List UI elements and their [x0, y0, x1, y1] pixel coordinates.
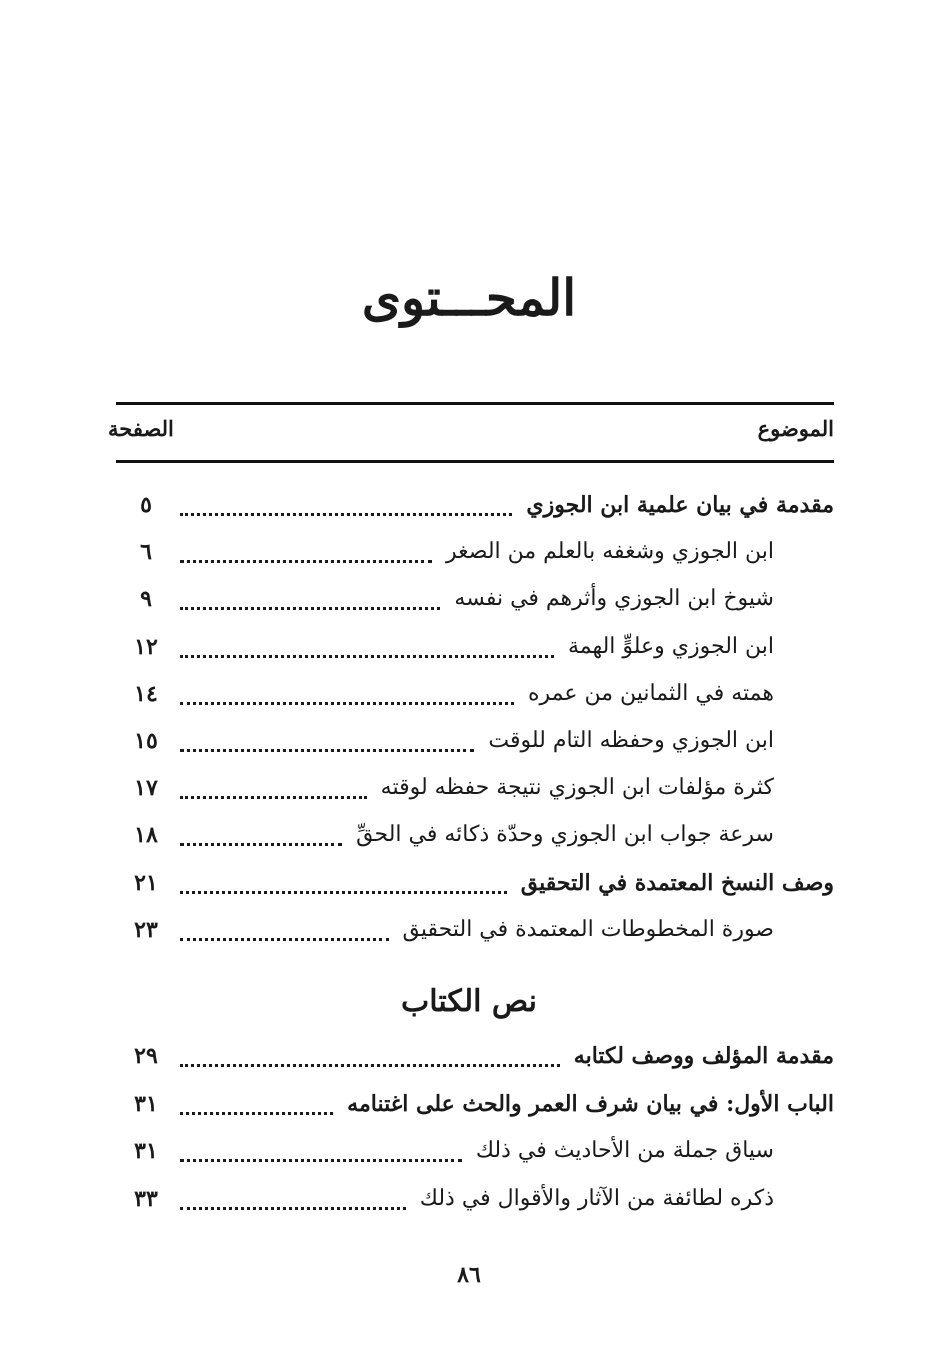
- toc-entry-page: ٣٣: [134, 1185, 158, 1212]
- header-bottom-rule: [116, 460, 834, 463]
- toc-entry: [118, 532, 834, 572]
- toc-entry-page: ٣١: [134, 1138, 158, 1164]
- toc-entry: [118, 721, 834, 761]
- dot-leader: [180, 1145, 462, 1162]
- toc-entry-title: كثرة مؤلفات ابن الجوزي نتيجة حفظه لوقته: [380, 775, 774, 801]
- toc-entry-title: مقدمة في بيان علمية ابن الجوزي: [526, 492, 834, 518]
- toc-entry: [118, 768, 834, 808]
- toc-entry-page: ٩: [140, 586, 152, 613]
- toc-entry: [118, 910, 834, 950]
- toc-entry-title: سرعة جواب ابن الجوزي وحدّة ذكائه في الحقِّ: [356, 822, 774, 848]
- dot-leader: [180, 688, 514, 705]
- toc-entry-title: مقدمة المؤلف ووصف لكتابه: [573, 1043, 834, 1069]
- dot-leader: [180, 546, 432, 563]
- toc-entry-title: الباب الأول: في بيان شرف العمر والحث على اغتنامه: [347, 1090, 834, 1117]
- dot-leader: [180, 593, 440, 610]
- column-header-topic: الموضوع: [757, 416, 834, 441]
- dot-leader: [180, 1193, 406, 1210]
- toc-entry: [118, 1131, 834, 1171]
- toc-entry-page: ٦: [140, 539, 152, 566]
- dot-leader: [180, 735, 474, 752]
- toc-entry-page: ٢١: [134, 869, 158, 896]
- page-number: ٨٦: [457, 1262, 481, 1288]
- dot-leader: [180, 499, 512, 516]
- toc-entry-title: شيوخ ابن الجوزي وأثرهم في نفسه: [454, 586, 774, 612]
- toc-entry: [118, 579, 834, 619]
- toc-entry-title: ابن الجوزي وشغفه بالعلم من الصغر: [445, 539, 774, 565]
- dot-leader: [180, 829, 342, 846]
- toc-entry: [118, 674, 834, 714]
- dot-leader: [180, 877, 507, 894]
- page-title: المحـــتوى: [361, 268, 577, 327]
- dot-leader: [180, 1050, 560, 1067]
- toc-entry-title: وصف النسخ المعتمدة في التحقيق: [520, 869, 834, 896]
- dot-leader: [180, 1098, 333, 1115]
- column-header-page: الصفحة: [108, 416, 174, 441]
- toc-entry-page: ١٨: [134, 822, 158, 849]
- toc-entry-title: صورة المخطوطات المعتمدة في التحقيق: [402, 916, 774, 942]
- toc-entry-page: ٢٩: [134, 1043, 158, 1069]
- section-title: نص الكتاب: [400, 984, 538, 1019]
- toc-entry-page: ٥: [140, 492, 152, 518]
- toc-entry: [118, 863, 834, 903]
- toc-entry-page: ١٧: [134, 775, 158, 802]
- toc-entry-page: ٢٣: [134, 916, 158, 943]
- dot-leader: [180, 782, 367, 799]
- dot-leader: [180, 924, 389, 941]
- toc-entry-page: ٣١: [134, 1090, 158, 1117]
- header-top-rule: [116, 402, 834, 405]
- toc-entry: [118, 1084, 834, 1124]
- toc-entry-page: ١٢: [134, 633, 158, 660]
- toc-entry: [118, 485, 834, 525]
- toc-entry-title: ابن الجوزي وعلوٍّ الهمة: [567, 633, 774, 659]
- toc-entry: [118, 1036, 834, 1076]
- toc-entry-page: ١٥: [134, 728, 158, 754]
- dot-leader: [180, 641, 554, 658]
- toc-entry: [118, 815, 834, 855]
- toc-entry: [118, 627, 834, 667]
- toc-entry-title: ابن الجوزي وحفظه التام للوقت: [488, 728, 774, 753]
- toc-entry-title: سياق جملة من الأحاديث في ذلك: [475, 1138, 774, 1163]
- toc-entry-title: ذكره لطائفة من الآثار والأقوال في ذلك: [419, 1185, 774, 1211]
- toc-entry-page: ١٤: [134, 680, 158, 707]
- toc-entry-title: همته في الثمانين من عمره: [527, 680, 774, 706]
- toc-entry: [118, 1179, 834, 1219]
